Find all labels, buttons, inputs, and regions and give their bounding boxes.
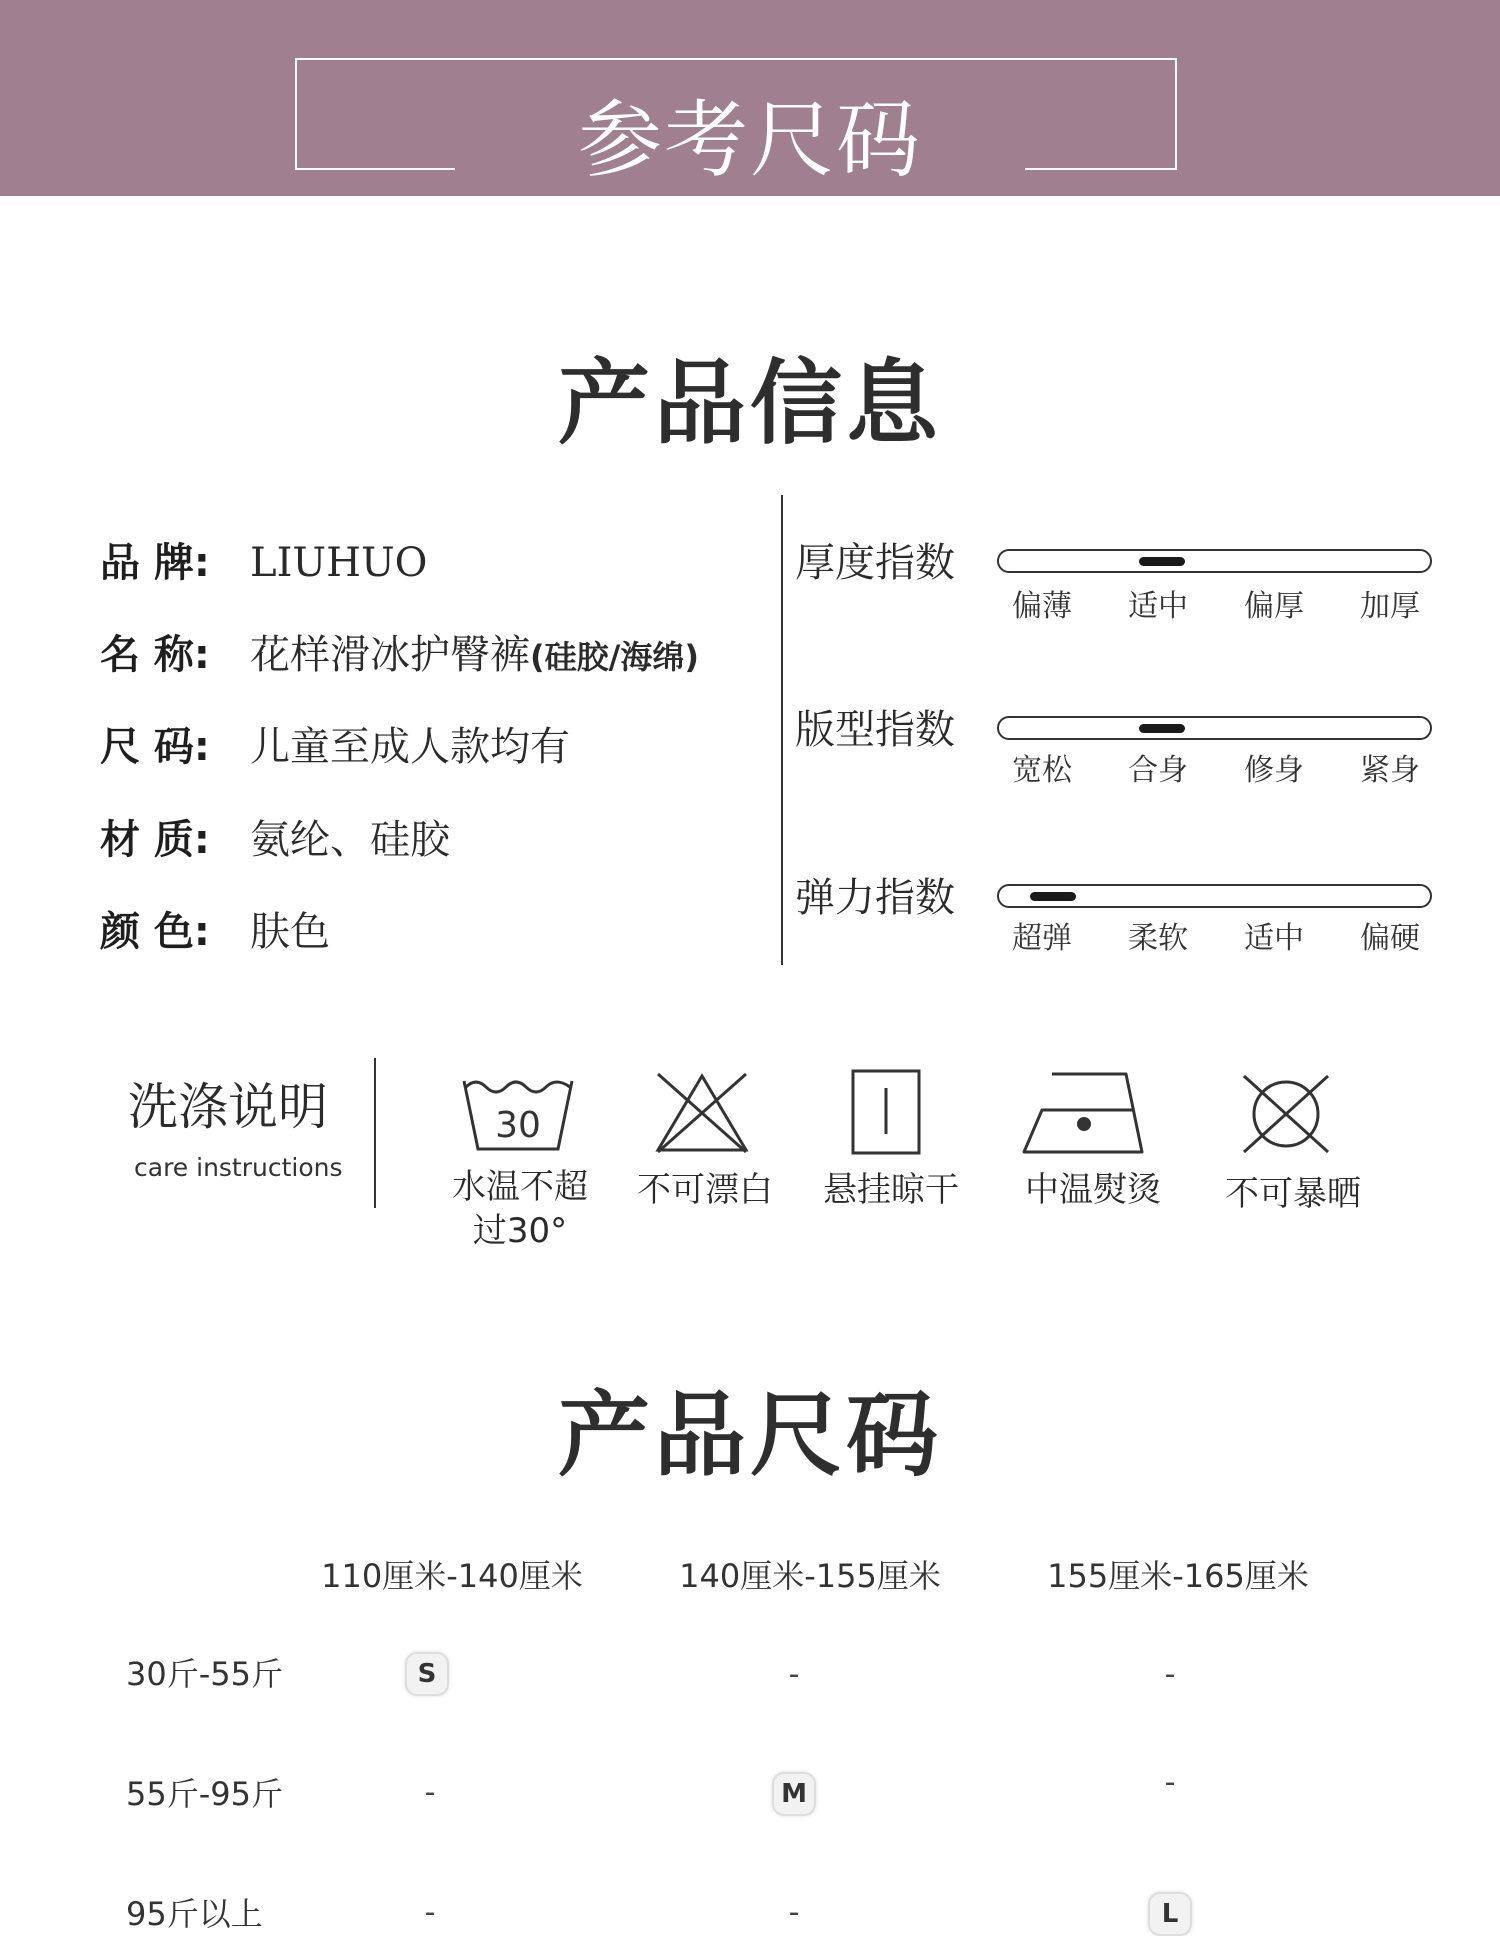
index-option: 柔软 xyxy=(1128,921,1188,956)
size-cell: - xyxy=(1164,1657,1176,1692)
info-value: 花样滑冰护臀裤 xyxy=(250,632,530,678)
size-cell xyxy=(1140,1892,1200,1936)
index-option: 宽松 xyxy=(1012,753,1072,788)
info-row-size xyxy=(100,724,570,770)
index-marker xyxy=(1030,892,1076,901)
info-value: LIUHUO xyxy=(250,540,428,586)
size-column-header: 110厘米-140厘米 xyxy=(321,1557,583,1595)
size-cell: - xyxy=(424,1775,436,1810)
info-label: 尺 码: xyxy=(100,724,210,770)
info-value: 肤色 xyxy=(250,909,330,955)
care-label: 不可暴晒 xyxy=(1225,1174,1361,1214)
size-table-title: 产品尺码 xyxy=(557,1382,942,1489)
index-label-fit: 版型指数 xyxy=(795,707,955,753)
size-badge: M xyxy=(772,1772,816,1816)
index-track-elasticity xyxy=(997,884,1432,908)
wash-30-icon xyxy=(460,1075,576,1155)
no-tumble-dry-icon xyxy=(1240,1072,1332,1156)
care-subtitle: care instructions xyxy=(134,1153,343,1182)
index-option: 修身 xyxy=(1244,753,1304,788)
index-marker xyxy=(1139,724,1185,733)
size-cell: - xyxy=(788,1895,800,1930)
care-divider xyxy=(374,1058,376,1208)
size-cell xyxy=(764,1772,824,1816)
index-label-thickness: 厚度指数 xyxy=(795,540,955,586)
index-option: 适中 xyxy=(1244,921,1304,956)
size-cell xyxy=(397,1652,457,1696)
info-label: 颜 色: xyxy=(100,909,210,955)
size-row-header: 30斤-55斤 xyxy=(126,1655,283,1693)
size-cell: - xyxy=(1164,1765,1176,1800)
index-option: 偏薄 xyxy=(1012,589,1072,624)
care-label: 水温不超过30° xyxy=(452,1167,588,1252)
index-track-fit xyxy=(997,716,1432,740)
info-value: 儿童至成人款均有 xyxy=(250,724,570,770)
size-column-header: 140厘米-155厘米 xyxy=(679,1557,941,1595)
size-cell: - xyxy=(788,1657,800,1692)
info-row-brand xyxy=(100,540,428,586)
info-row-material xyxy=(100,817,450,863)
care-label: 悬挂晾干 xyxy=(823,1170,959,1210)
info-label: 品 牌: xyxy=(100,540,210,586)
size-row-header: 55斤-95斤 xyxy=(126,1775,283,1813)
info-value: 氨纶、硅胶 xyxy=(250,817,450,863)
care-label: 不可漂白 xyxy=(637,1170,773,1210)
info-value-note: (硅胶/海绵) xyxy=(530,638,699,676)
index-option: 紧身 xyxy=(1360,753,1420,788)
info-divider xyxy=(781,495,783,965)
info-row-name xyxy=(100,632,699,678)
index-option: 偏厚 xyxy=(1244,589,1304,624)
index-option: 加厚 xyxy=(1360,589,1420,624)
size-badge: L xyxy=(1148,1892,1192,1936)
size-badge: S xyxy=(405,1652,449,1696)
info-row-color xyxy=(100,909,330,955)
info-label: 材 质: xyxy=(100,817,210,863)
info-label: 名 称: xyxy=(100,632,210,678)
no-bleach-icon xyxy=(652,1070,752,1156)
size-row-header: 95斤以上 xyxy=(126,1895,263,1933)
care-label: 中温熨烫 xyxy=(1025,1170,1161,1210)
iron-medium-icon xyxy=(1020,1070,1146,1156)
index-option: 合身 xyxy=(1128,753,1188,788)
size-column-header: 155厘米-165厘米 xyxy=(1047,1557,1309,1595)
wash-temp-text: 30 xyxy=(495,1105,541,1146)
hang-dry-icon xyxy=(850,1068,922,1156)
index-option: 偏硬 xyxy=(1360,921,1420,956)
index-marker xyxy=(1139,557,1185,566)
banner-title: 参考尺码 xyxy=(577,91,922,189)
product-info-title: 产品信息 xyxy=(557,350,942,457)
size-cell: - xyxy=(424,1895,436,1930)
index-option: 超弹 xyxy=(1012,921,1072,956)
care-title: 洗涤说明 xyxy=(128,1078,328,1136)
index-label-elasticity: 弹力指数 xyxy=(795,875,955,921)
index-track-thickness xyxy=(997,549,1432,573)
index-option: 适中 xyxy=(1128,589,1188,624)
